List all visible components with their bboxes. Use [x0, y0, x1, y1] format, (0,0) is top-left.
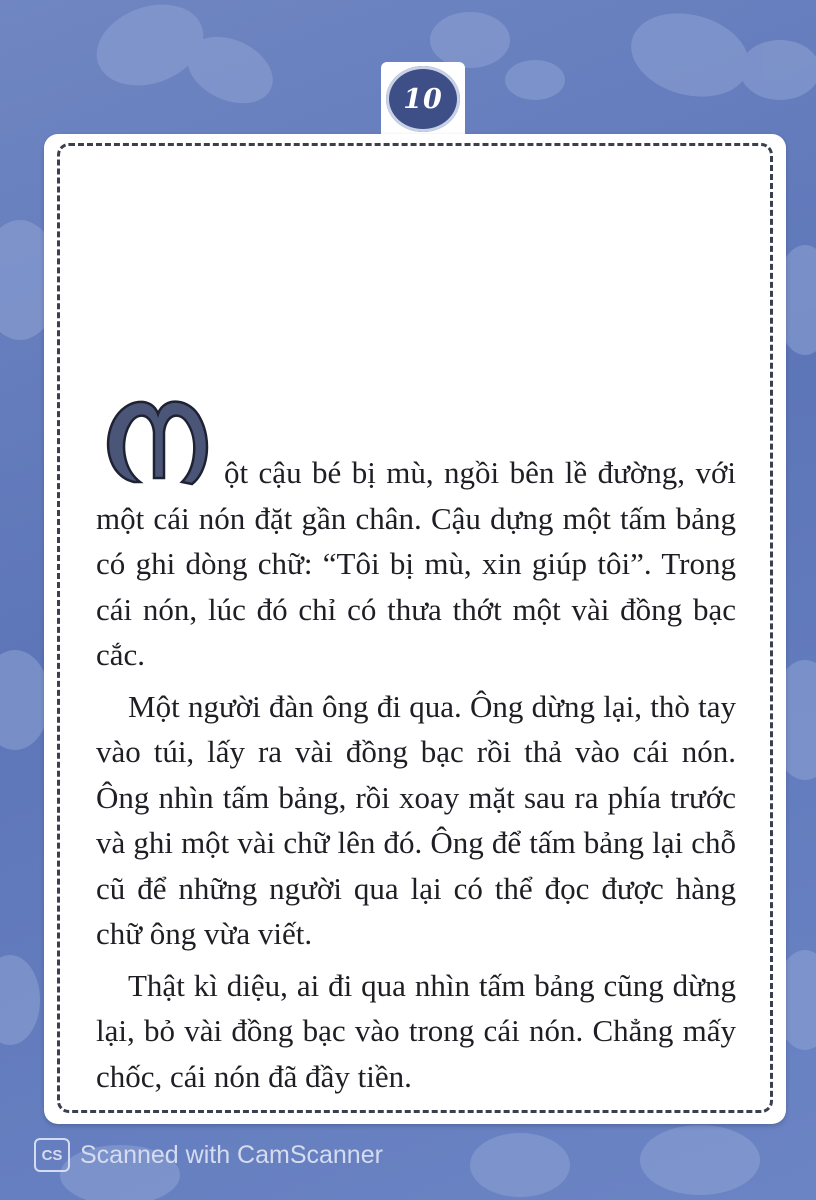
page-number-badge — [386, 66, 460, 132]
paragraph-3: Thật kì diệu, ai đi qua nhìn tấm bảng cũng dừng lại, bỏ vài đồng bạc vào trong cái nón. Chẳng mấy chốc, cái nón đã đầy tiền. — [96, 967, 736, 1094]
watermark-text: Scanned with CamScanner — [80, 1140, 383, 1169]
paragraph-2: Một người đàn ông đi qua. Ông dừng lại, thò tay vào túi, lấy ra vài đồng bạc rồi thả vào cái nón. Ông nhìn tấm bảng, rồi xoay mặt sau ra phía trước và ghi một vài chữ lên đó. Ông để tấm bảng lại chỗ cũ để những người qua lại có thể đọc được hàng chữ ông vừa viết. — [96, 688, 736, 951]
page-number: 10 — [403, 83, 443, 115]
story-text — [96, 450, 736, 1099]
camscanner-icon: CS — [34, 1138, 70, 1172]
camscanner-watermark — [34, 1138, 383, 1172]
paragraph-1: ột cậu bé bị mù, ngồi bên lề đường, với một cái nón đặt gần chân. Cậu dựng một tấm bảng có ghi dòng chữ: “Tôi bị mù, xin giúp tôi”. Trong cái nón, lúc đó chỉ có thưa thớt một vài đồng bạc cắc. — [96, 455, 736, 672]
